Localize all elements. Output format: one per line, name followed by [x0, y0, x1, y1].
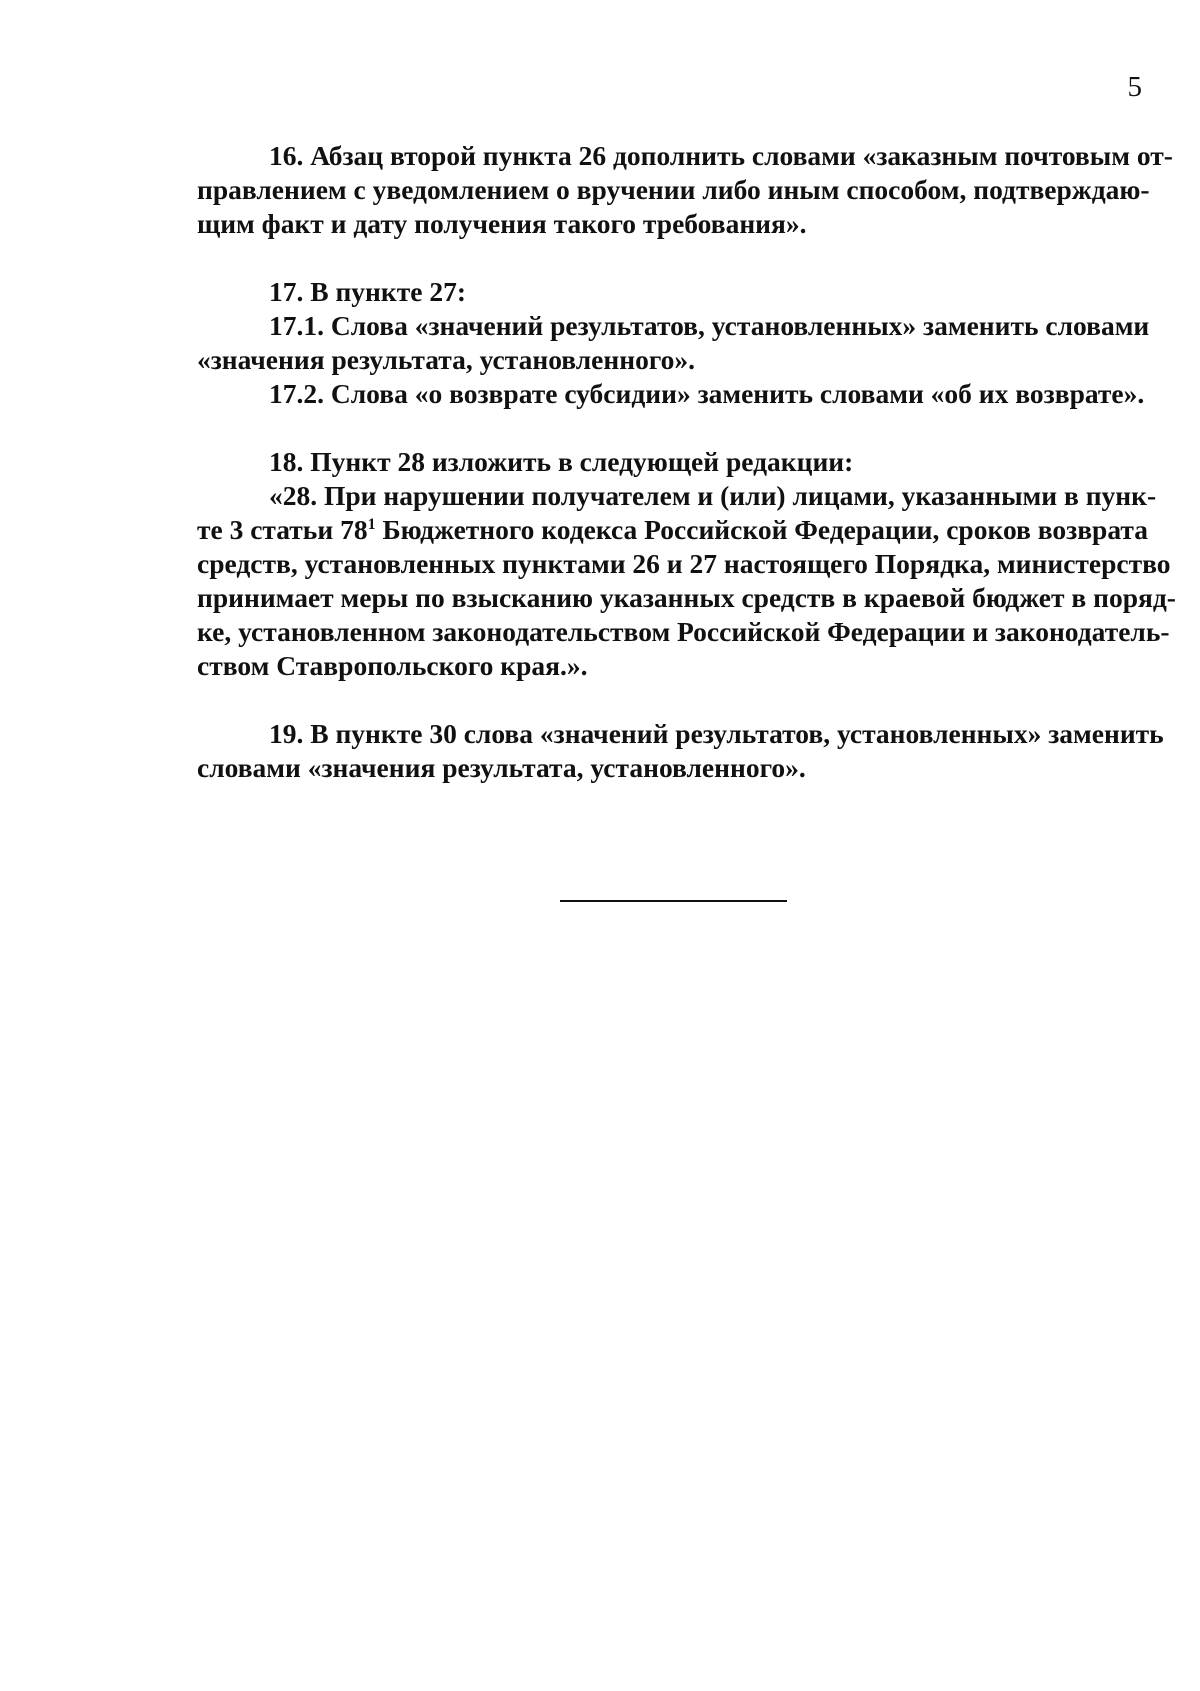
- item-18-heading: 18. Пункт 28 изложить в следующей редакции:: [269, 446, 854, 477]
- item-18-quote-line: [197, 513, 1148, 547]
- item-16-line: правлением с уведомлением о вручении либо иным способом, подтверждаю-: [197, 174, 1150, 205]
- item-17-2-line: 17.2. Слова «о возврате субсидии» заменить словами «об их возврате».: [269, 378, 1145, 409]
- paragraph-gap: [197, 241, 1141, 275]
- item-17-1-line: 17.1. Слова «значений результатов, установленных» заменить словами: [269, 310, 1150, 341]
- page-number: 5: [1127, 71, 1142, 103]
- item-19: [197, 717, 1164, 785]
- item-18-quote-line: «28. При нарушении получателем и (или) лицами, указанными в пунк-: [269, 480, 1157, 511]
- item-16-line: щим факт и дату получения такого требования».: [197, 208, 807, 239]
- document-body: [197, 139, 1176, 785]
- item-19-line: словами «значения результата, установленного».: [197, 752, 806, 783]
- superscript-marker: 1: [367, 516, 376, 533]
- item-18-quote-line: ке, установленном законодательством Российской Федерации и законодатель-: [197, 616, 1170, 647]
- item-17: [197, 275, 1150, 411]
- paragraph-gap: [197, 411, 1141, 445]
- item-18-text: Бюджетного кодекса Российской Федерации, сроков возврата: [375, 514, 1148, 545]
- item-18-quote-line: ством Ставропольского края.».: [197, 650, 588, 681]
- paragraph-gap: [197, 683, 1141, 717]
- item-17-heading: 17. В пункте 27:: [269, 276, 466, 307]
- item-19-line: 19. В пункте 30 слова «значений результатов, установленных» заменить: [269, 718, 1164, 749]
- item-16: [197, 139, 1173, 241]
- item-18-quote-line: средств, установленных пунктами 26 и 27 настоящего Порядка, министерство: [197, 548, 1171, 579]
- item-18: [197, 445, 1176, 683]
- item-18-text: те 3 статьи 78: [197, 514, 368, 545]
- item-17-1-line: «значения результата, установленного».: [197, 344, 695, 375]
- item-18-quote-line: принимает меры по взысканию указанных средств в краевой бюджет в поряд-: [197, 582, 1176, 613]
- end-of-document-rule: [560, 900, 787, 902]
- item-16-line: 16. Абзац второй пункта 26 дополнить словами «заказным почтовым от-: [269, 140, 1173, 171]
